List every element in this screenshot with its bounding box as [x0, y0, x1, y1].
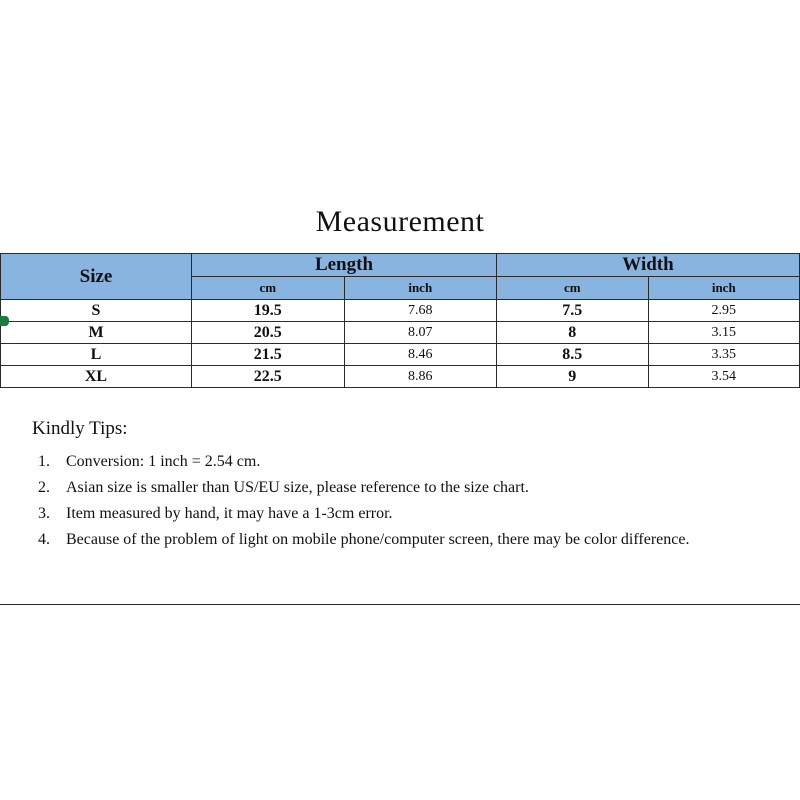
- table-row: [1, 366, 800, 388]
- header-length-cm: cm: [192, 277, 345, 300]
- tip-number: 2.: [38, 479, 50, 496]
- table-row: [1, 344, 800, 366]
- header-length-inch: inch: [344, 277, 497, 300]
- measurement-table: [0, 253, 800, 388]
- header-width-cm: cm: [497, 277, 649, 300]
- table-row: [1, 300, 800, 322]
- cell-length-inch: 7.68: [344, 300, 497, 322]
- tip-number: 4.: [38, 531, 50, 548]
- cell-size: L: [1, 344, 192, 366]
- cell-width-inch: 3.15: [648, 322, 800, 344]
- tip-text: Conversion: 1 inch = 2.54 cm.: [66, 453, 261, 470]
- kindly-tips-section: [32, 418, 762, 554]
- header-length: Length: [192, 254, 497, 277]
- cell-length-cm: 20.5: [192, 322, 345, 344]
- cell-width-cm: 8: [497, 322, 649, 344]
- cell-width-inch: 3.54: [648, 366, 800, 388]
- tips-heading: Kindly Tips:: [32, 418, 128, 439]
- page-title: Measurement: [315, 205, 485, 238]
- table-header-row-groups: [1, 254, 800, 277]
- left-edge-marker: [0, 316, 9, 326]
- tip-text: Asian size is smaller than US/EU size, please reference to the size chart.: [66, 479, 529, 496]
- cell-width-cm: 9: [497, 366, 649, 388]
- table-row: [1, 322, 800, 344]
- tip-text: Because of the problem of light on mobile phone/computer screen, there may be color difference.: [66, 531, 690, 548]
- cell-size: XL: [1, 366, 192, 388]
- list-item: [32, 502, 762, 525]
- cell-length-inch: 8.86: [344, 366, 497, 388]
- cell-length-cm: 19.5: [192, 300, 345, 322]
- cell-width-inch: 3.35: [648, 344, 800, 366]
- bottom-divider: [0, 604, 800, 605]
- list-item: [32, 476, 762, 499]
- cell-width-inch: 2.95: [648, 300, 800, 322]
- header-width-inch: inch: [648, 277, 800, 300]
- cell-length-inch: 8.07: [344, 322, 497, 344]
- tips-list: [32, 450, 762, 551]
- header-width: Width: [497, 254, 800, 277]
- tip-text: Item measured by hand, it may have a 1-3cm error.: [66, 505, 393, 522]
- header-size: Size: [1, 254, 192, 300]
- cell-size: S: [1, 300, 192, 322]
- list-item: [32, 528, 762, 551]
- tip-number: 1.: [38, 453, 50, 470]
- cell-width-cm: 8.5: [497, 344, 649, 366]
- cell-width-cm: 7.5: [497, 300, 649, 322]
- cell-length-cm: 21.5: [192, 344, 345, 366]
- list-item: [32, 450, 762, 473]
- cell-length-cm: 22.5: [192, 366, 345, 388]
- cell-length-inch: 8.46: [344, 344, 497, 366]
- tip-number: 3.: [38, 505, 50, 522]
- cell-size: M: [1, 322, 192, 344]
